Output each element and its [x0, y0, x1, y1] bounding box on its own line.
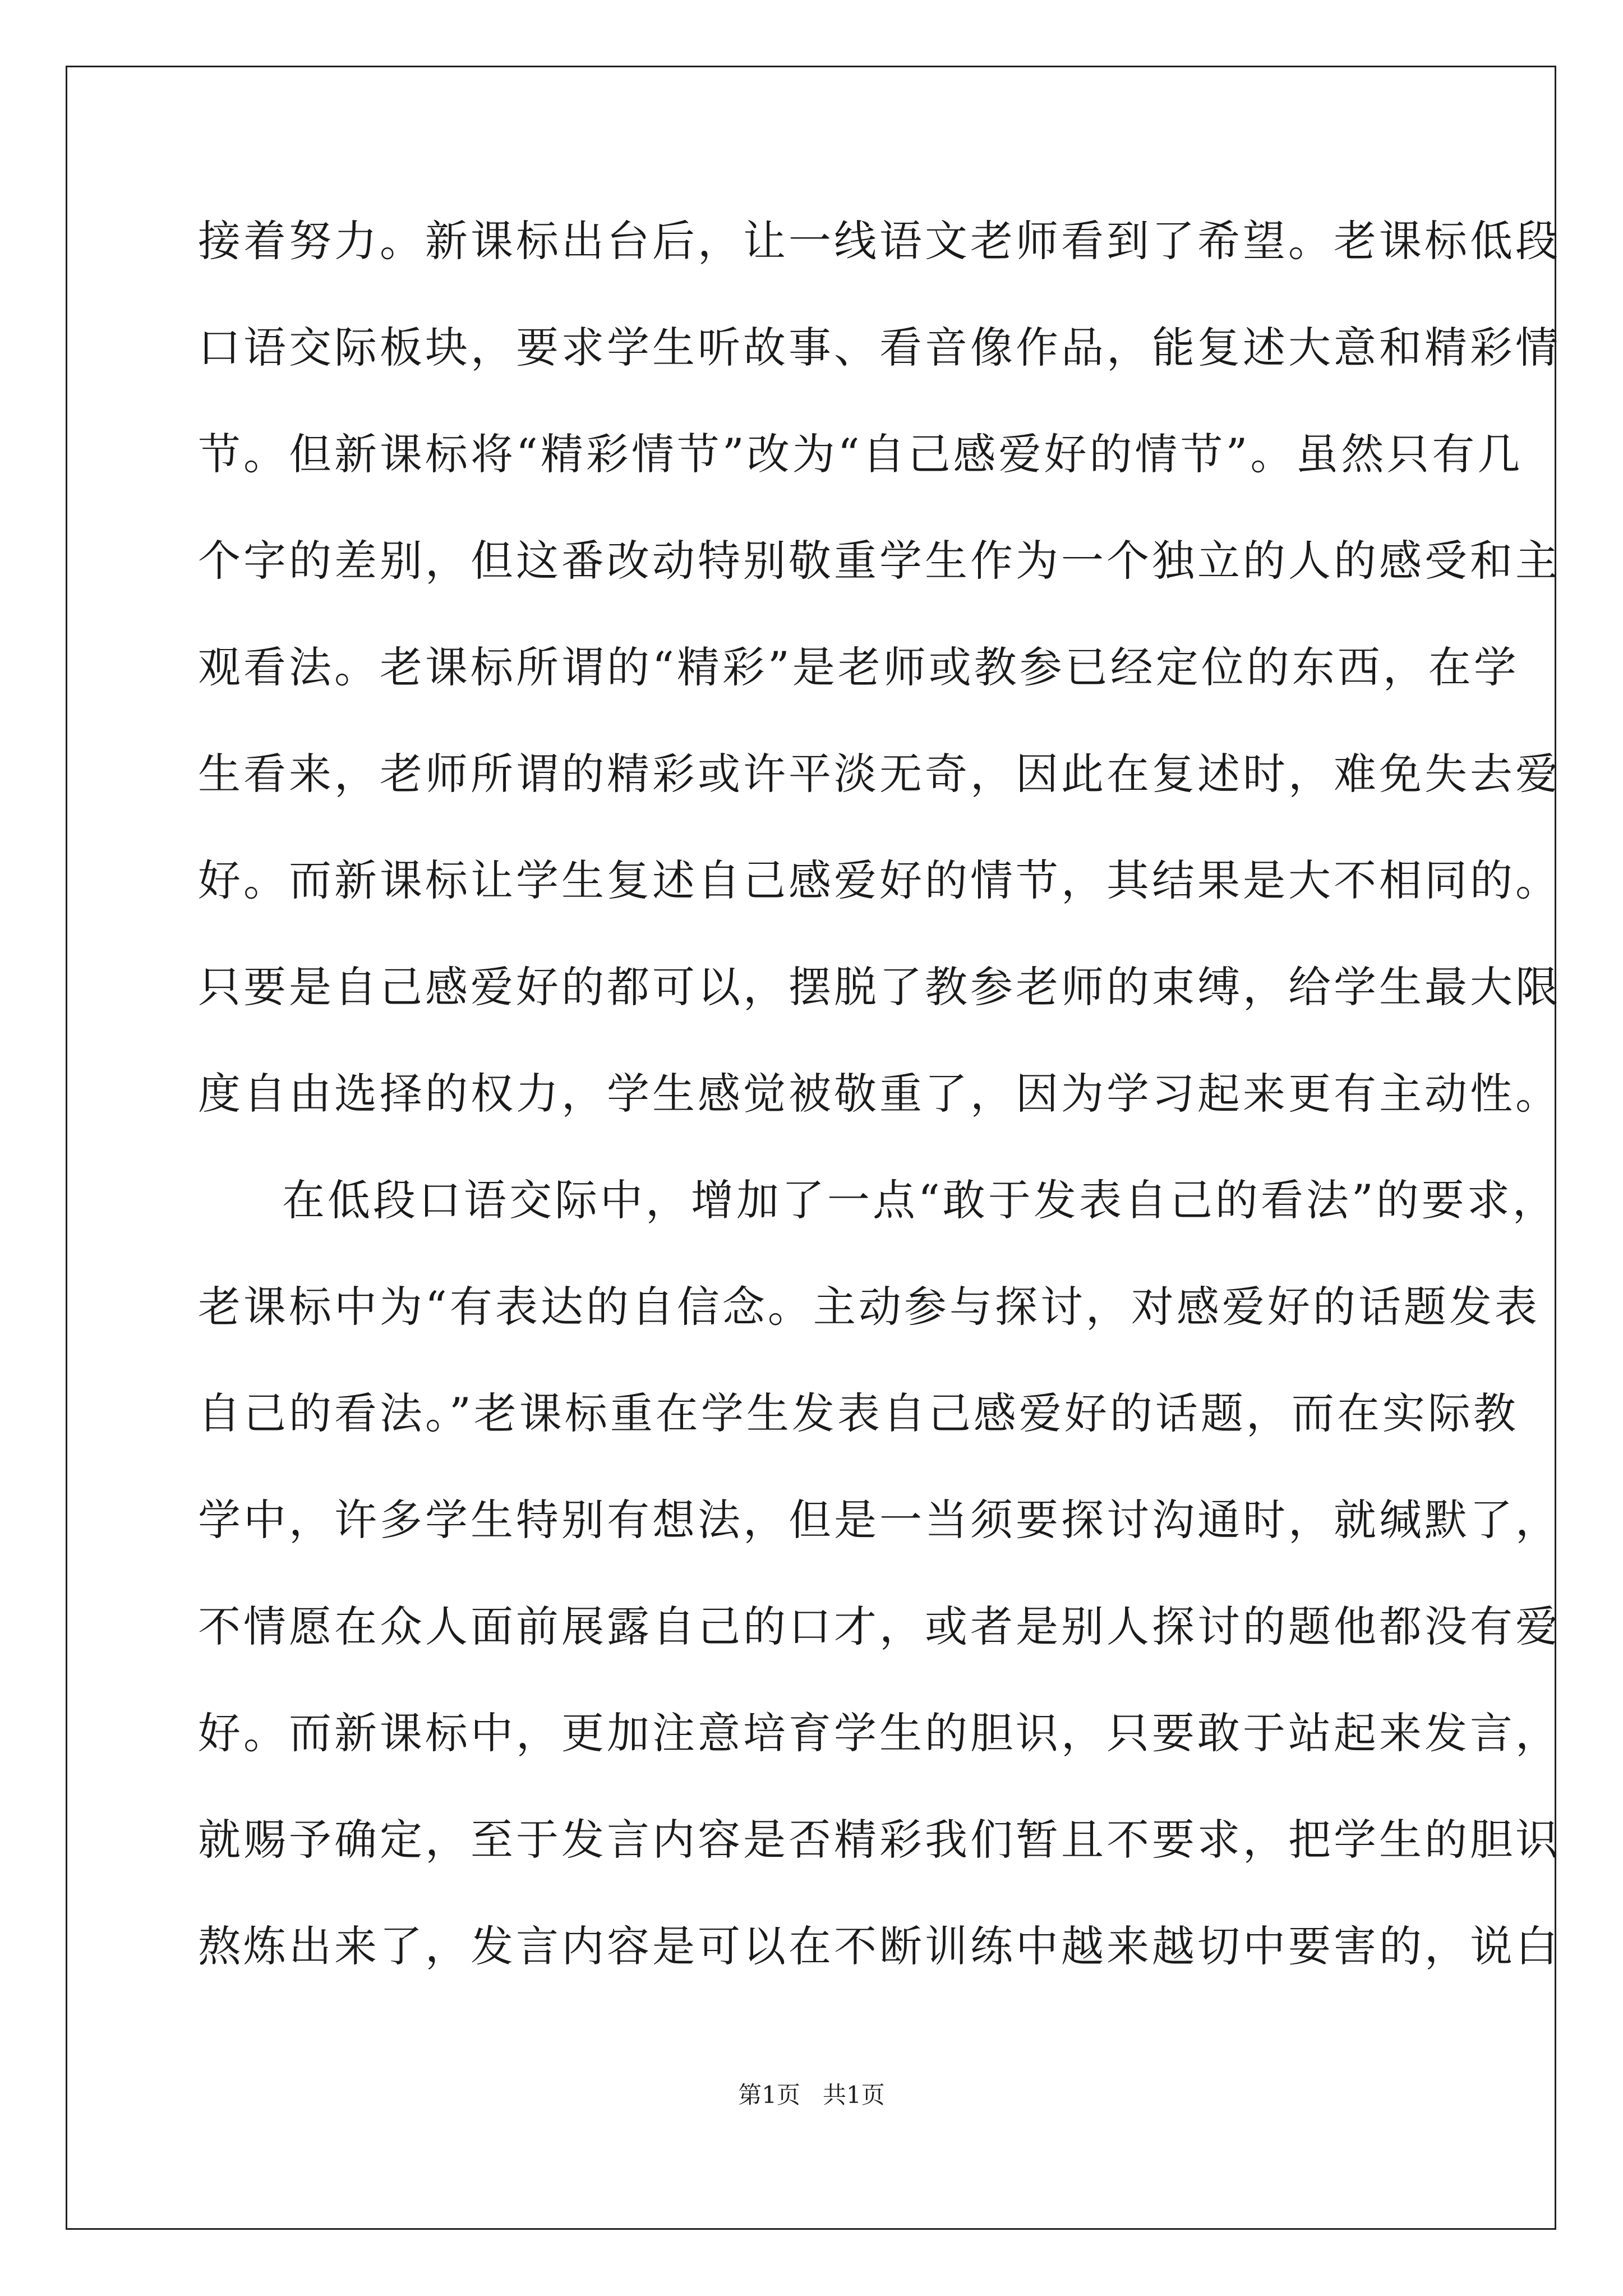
text-line: 个字的差别，但这番改动特别敬重学生作为一个独立的人的感受和主 — [198, 536, 1561, 586]
text-line: 自己的看法。”老课标重在学生发表自己感爱好的话题，而在实际教 — [198, 1388, 1519, 1438]
text-line: 学中，许多学生特别有想法，但是一当须要探讨沟通时，就缄默了， — [198, 1495, 1561, 1545]
text-line: 就赐予确定，至于发言内容是否精彩我们暂且不要求，把学生的胆识 — [198, 1815, 1561, 1865]
text-line: 节。但新课标将“精彩情节”改为“自己感爱好的情节”。虽然只有几 — [198, 429, 1523, 479]
page-footer: 第1页 共1页 — [738, 2081, 885, 2109]
text-line: 好。而新课标中，更加注意培育学生的胆识，只要敢于站起来发言， — [198, 1708, 1561, 1758]
document-body — [198, 213, 1561, 2025]
text-line: 老课标中为“有表达的自信念。主动参与探讨，对感爱好的话题发表 — [198, 1282, 1540, 1332]
text-line: 熬炼出来了，发言内容是可以在不断训练中越来越切中要害的，说白 — [198, 1921, 1561, 1971]
text-line: 生看来，老师所谓的精彩或许平淡无奇，因此在复述时，难免失去爱 — [198, 749, 1561, 799]
text-line: 度自由选择的权力，学生感觉被敬重了，因为学习起来更有主动性。 — [198, 1069, 1561, 1119]
text-line: 不情愿在众人面前展露自己的口才，或者是别人探讨的题他都没有爱 — [198, 1602, 1561, 1651]
text-line: 好。而新课标让学生复述自己感爱好的情节，其结果是大不相同的。 — [198, 855, 1561, 905]
paragraph-first-line: 在低段口语交际中，增加了一点“敢于发表自己的看法”的要求， — [282, 1175, 1558, 1225]
text-line: 口语交际板块，要求学生听故事、看音像作品，能复述大意和精彩情 — [198, 323, 1561, 372]
text-line: 接着努力。新课标出台后，让一线语文老师看到了希望。老课标低段 — [198, 216, 1561, 266]
text-line: 只要是自己感爱好的都可以，摆脱了教参老师的束缚，给学生最大限 — [198, 962, 1561, 1012]
text-line: 观看法。老课标所谓的“精彩”是老师或教参已经定位的东西，在学 — [198, 642, 1519, 692]
